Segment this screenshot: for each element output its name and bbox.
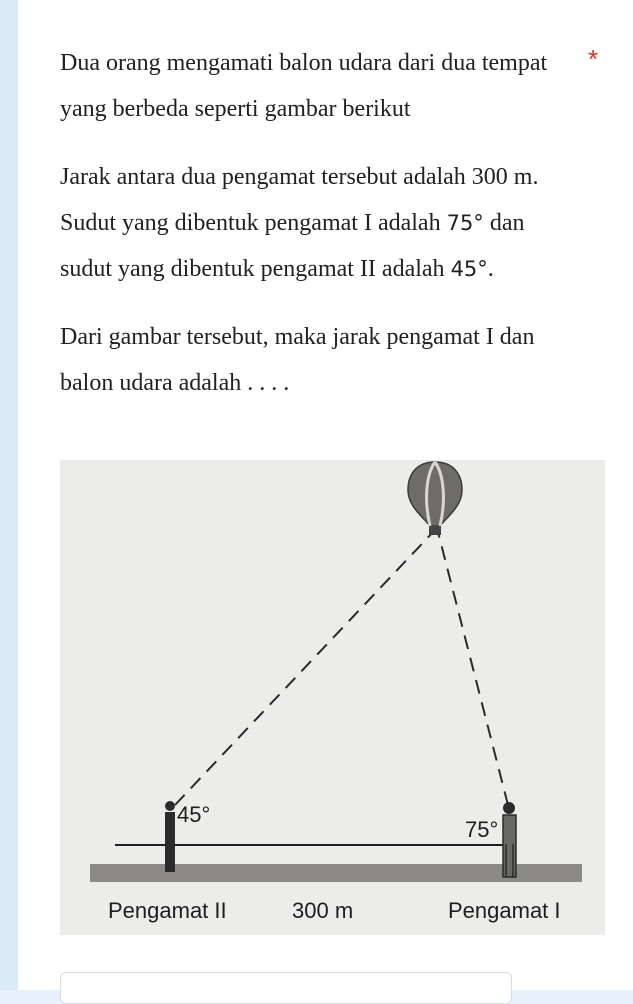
page-left-strip	[0, 0, 18, 990]
question-p2-part-a: Jarak antara dua pengamat tersebut adalah 300 m. Sudut yang dibentuk pengamat I adalah	[60, 164, 539, 236]
question-paragraph-1: Dua orang mengamati balon udara dari dua tempat yang berbeda seperti gambar berikut	[60, 50, 548, 122]
sight-line-observer-2	[175, 530, 435, 805]
balloon-diagram	[60, 460, 605, 935]
question-paragraph-2	[60, 154, 580, 292]
question-paragraph-3: Dari gambar tersebut, maka jarak pengamat I dan balon udara adalah . . . .	[60, 324, 535, 396]
hot-air-balloon-icon	[408, 462, 462, 535]
question-p2-part-c: .	[487, 256, 494, 282]
question-p2-part-b: dan sudut yang dibentuk pengamat II adalah	[60, 210, 525, 282]
required-asterisk: *	[588, 44, 599, 74]
question-text	[60, 40, 580, 406]
angle-observer-2-text: 45°	[450, 257, 488, 281]
question-figure	[60, 460, 605, 935]
label-distance: 300 m	[292, 898, 354, 923]
observer-1-figure-icon	[503, 802, 516, 877]
label-observer-1: Pengamat I	[448, 898, 561, 923]
angle-label-75: 75°	[465, 817, 499, 842]
label-observer-2: Pengamat II	[108, 898, 227, 923]
observer-2-figure-icon	[165, 801, 175, 872]
angle-observer-1-text: 75°	[446, 211, 484, 235]
answer-input[interactable]	[60, 972, 512, 1004]
sight-line-observer-1	[438, 532, 508, 805]
angle-label-45: 45°	[177, 802, 211, 827]
